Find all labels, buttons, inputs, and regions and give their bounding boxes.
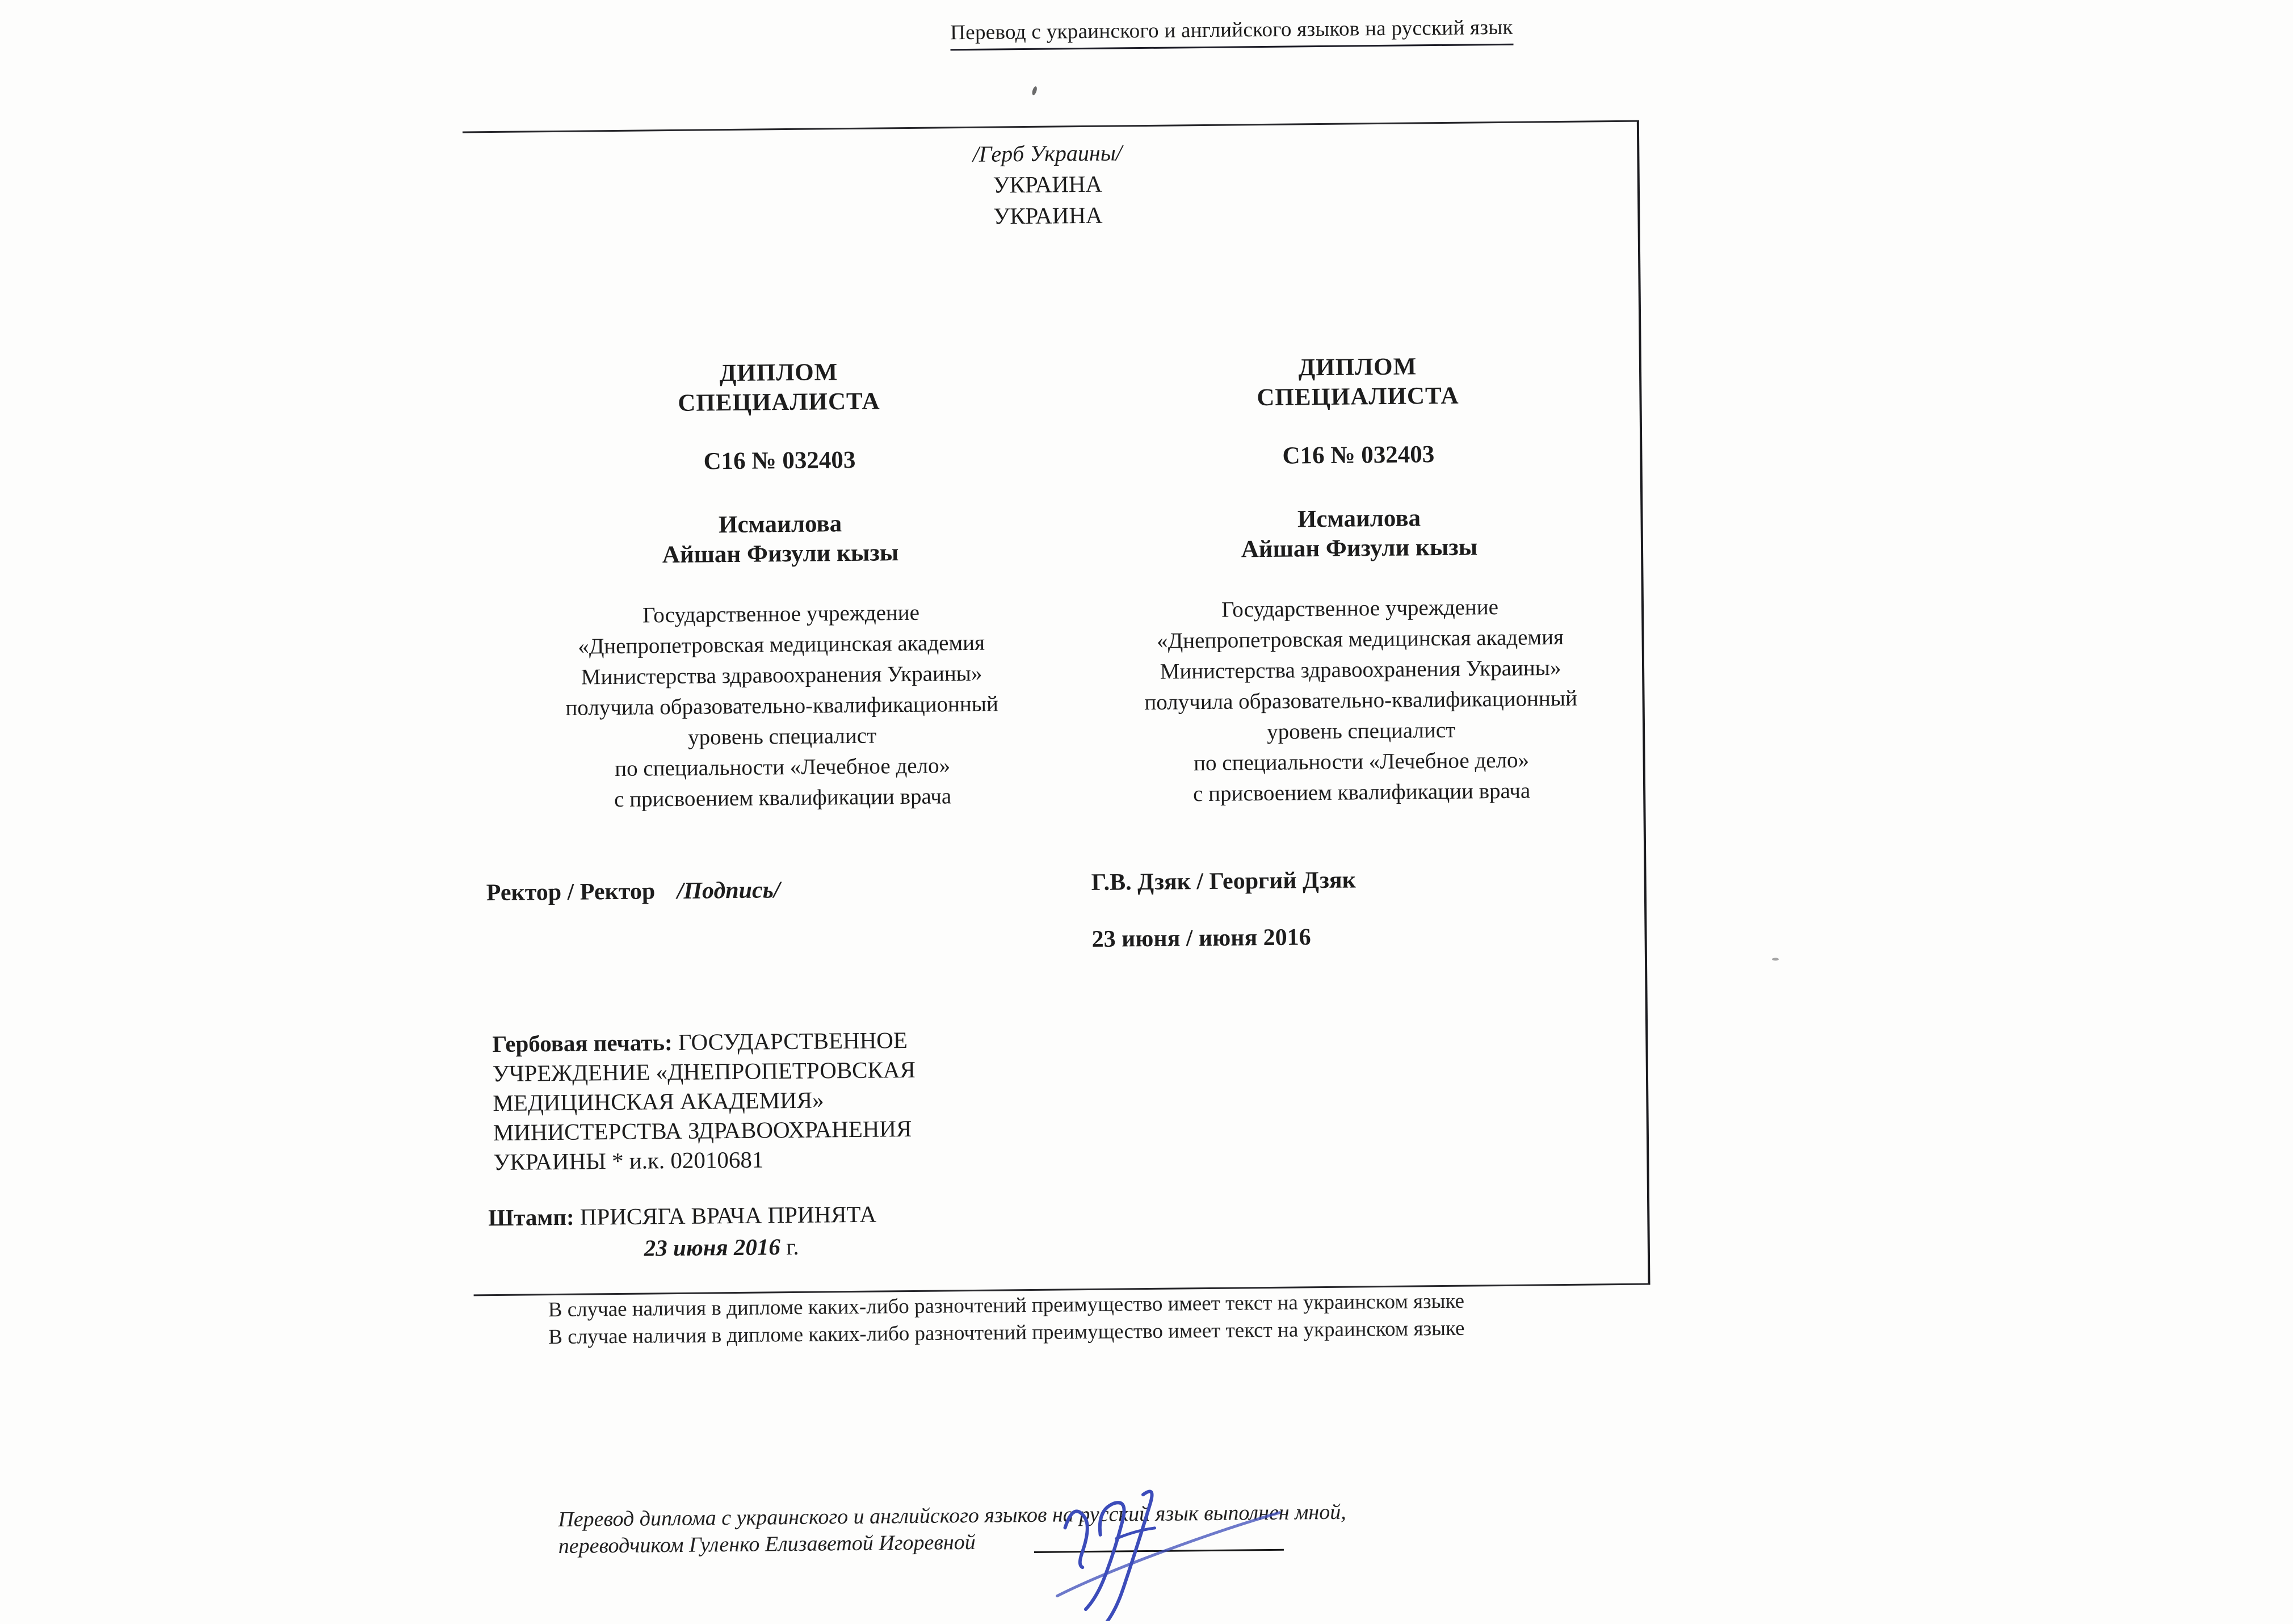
body-line: «Днепропетровская медицинская академия [577, 630, 985, 659]
body-line: «Днепропетровская медицинская академия [1156, 624, 1564, 653]
signature-stroke [1116, 1528, 1155, 1539]
rector-name: Г.В. Дзяк / Георгий Дзяк [1091, 867, 1356, 896]
diploma-body-text [509, 597, 1056, 816]
diploma-column-right [1102, 350, 1619, 923]
diploma-title-line1: ДИПЛОМ [719, 359, 838, 387]
diploma-title [523, 356, 1035, 420]
discrepancy-disclaimer-line1: В случае наличия в дипломе каких-либо разночтений преимущество имеет текст на украинском языке [548, 1289, 1465, 1322]
seal-description-block [492, 1024, 1032, 1177]
country-name-translit: УКРАИНА [993, 202, 1103, 229]
translator-statement-line1: Перевод диплома с украинского и английского языков на русский язык выполнен мной, [558, 1500, 1346, 1532]
seal-line [492, 1024, 1031, 1059]
body-line: по специальности «Лечебное дело» [1193, 748, 1530, 776]
diploma-column-left [523, 356, 1040, 929]
body-line: уровень специалист [687, 723, 877, 750]
body-line: уровень специалист [1266, 717, 1456, 744]
diploma-body-text [1087, 591, 1635, 811]
scan-speck [1031, 86, 1038, 95]
body-line: с присвоением квалификации врача [1192, 778, 1531, 807]
diploma-title [1102, 350, 1614, 414]
body-line: Государственное учреждение [642, 600, 920, 628]
diploma-title-line1: ДИПЛОМ [1298, 353, 1417, 381]
scan-speck [1772, 958, 1779, 960]
holder-surname: Исмаилова [718, 510, 842, 539]
stamp-label: Штамп: [488, 1203, 574, 1231]
issue-date: 23 июня / июня 2016 [1091, 924, 1311, 952]
seal-line: УКРАИНЫ * и.к. 02010681 [493, 1146, 764, 1176]
seal-line: МИНИСТЕРСТВА ЗДРАВООХРАНЕНИЯ [493, 1115, 912, 1146]
country-name: УКРАИНА [993, 170, 1103, 198]
diploma-holder-name [524, 507, 1036, 572]
body-line: получила образовательно-квалификационный [1144, 686, 1578, 715]
holder-surname: Исмаилова [1297, 505, 1421, 533]
translator-signature [1025, 1472, 1299, 1622]
body-line: с присвоением квалификации врача [614, 784, 952, 812]
body-line: Министерства здравоохранения Украины» [1160, 655, 1561, 684]
seal-text: ГОСУДАРСТВЕННОЕ [678, 1027, 908, 1055]
stamp-text: ПРИСЯГА ВРАЧА ПРИНЯТА [579, 1201, 877, 1230]
body-line: по специальности «Лечебное дело» [615, 753, 951, 781]
translator-statement-line2: переводчиком Гуленко Елизаветой Игоревной [558, 1530, 976, 1559]
holder-given-names: Айшан Физули кызы [1241, 534, 1478, 563]
body-line: получила образовательно-квалификационный [565, 691, 999, 720]
rector-label: Ректор / Ректор [486, 878, 656, 907]
holder-given-names: Айшан Физули кызы [662, 539, 899, 569]
translation-direction-note: Перевод с украинского и английского языков на русский язык [950, 15, 1513, 51]
signature-stroke [1065, 1511, 1087, 1567]
diploma-holder-name [1103, 502, 1615, 566]
seal-line: МЕДИЦИНСКАЯ АКАДЕМИЯ» [493, 1086, 824, 1117]
stamp-date-suffix: г. [786, 1233, 799, 1260]
rector-signature-line [486, 876, 780, 907]
discrepancy-disclaimer-line2: В случае наличия в дипломе каких-либо разночтений преимущество имеет текст на украинском языке [548, 1316, 1465, 1349]
diploma-serial: С16 № 032403 [1282, 441, 1435, 469]
stamp-date-line [644, 1233, 799, 1262]
signature-placeholder-note: /Подпись/ [677, 877, 780, 904]
coat-of-arms-note: /Герб Украины/ [972, 140, 1123, 167]
signature-stroke [1085, 1503, 1125, 1609]
diploma-title-line2: СПЕЦИАЛИСТА [678, 388, 880, 417]
emblem-block [463, 132, 1632, 237]
seal-line: УЧРЕЖДЕНИЕ «ДНЕПРОПЕТРОВСКАЯ [492, 1056, 916, 1087]
stamp-description [488, 1201, 876, 1232]
body-line: Министерства здравоохранения Украины» [581, 661, 982, 690]
signature-stroke [1056, 1513, 1280, 1596]
stamp-date: 23 июня 2016 [644, 1233, 781, 1261]
diploma-title-line2: СПЕЦИАЛИСТА [1257, 382, 1459, 412]
body-line: Государственное учреждение [1221, 595, 1499, 622]
diploma-serial: С16 № 032403 [703, 446, 856, 475]
seal-label: Гербовая печать: [492, 1029, 673, 1058]
